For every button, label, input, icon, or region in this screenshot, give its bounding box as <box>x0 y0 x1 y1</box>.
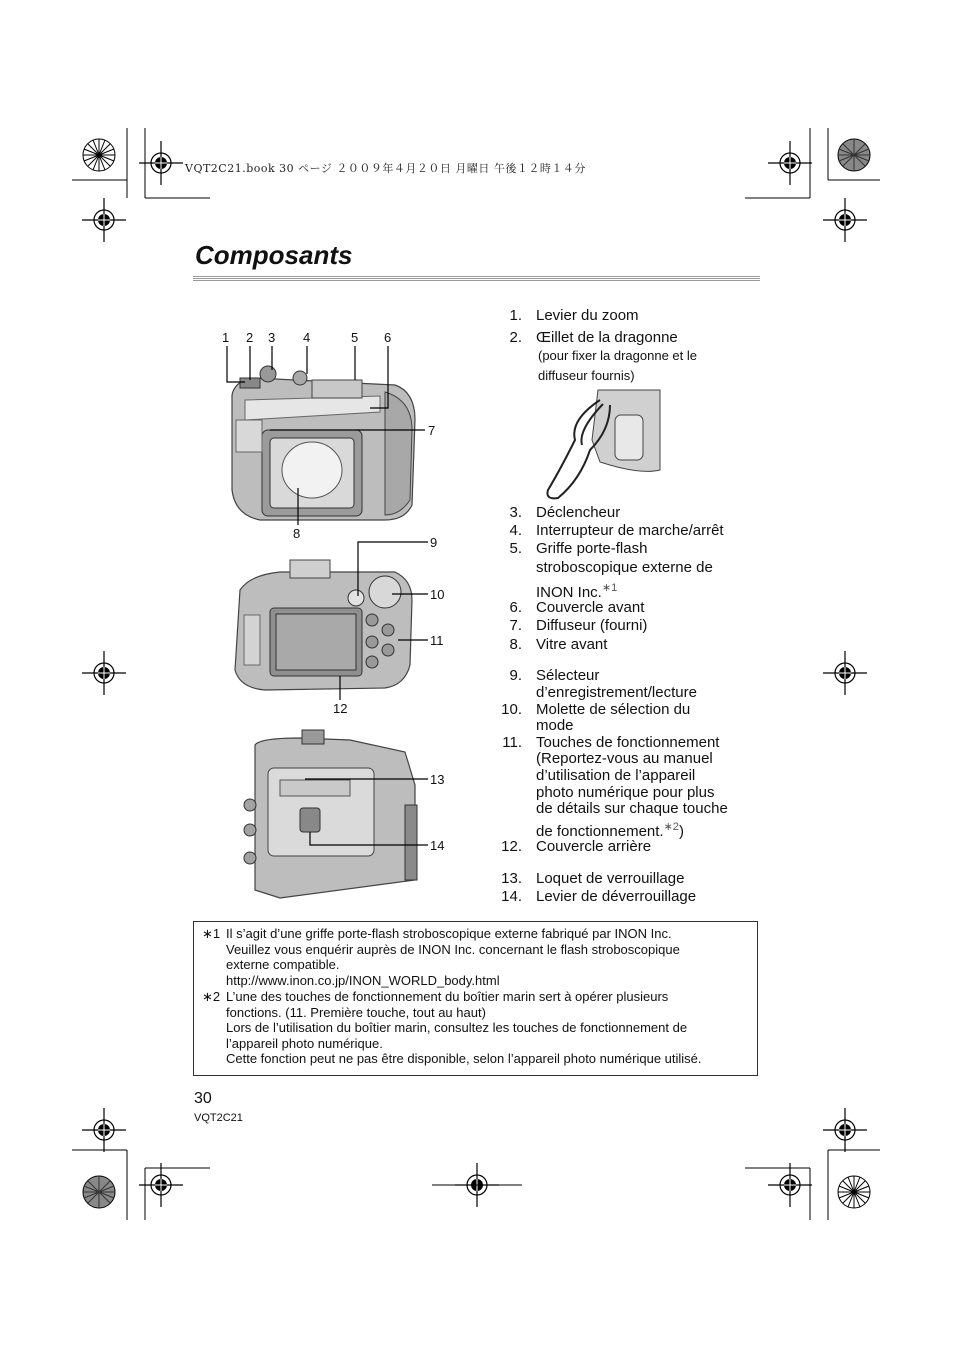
callout-1: 1 <box>222 330 230 345</box>
item-label: Interrupteur de marche/arrêt <box>536 522 724 539</box>
item-label: photo numérique pour plus <box>536 784 715 801</box>
footnote-mark: ∗1 <box>202 926 221 941</box>
footnote-1 <box>202 926 752 988</box>
item-label: Couvercle arrière <box>536 838 652 855</box>
item-number: 8. <box>509 636 522 653</box>
item-label: Sélecteur <box>536 667 600 684</box>
callout-4: 4 <box>303 330 311 345</box>
footnote-body <box>226 989 756 1067</box>
housing-back-illustration <box>235 560 412 690</box>
item-number: 10. <box>501 701 522 718</box>
sub-line: diffuseur fournis) <box>538 368 635 383</box>
crop-mark-bottom-left <box>72 1108 210 1220</box>
crop-mark-top-left <box>72 128 210 242</box>
item-label: stroboscopique externe de <box>536 559 713 576</box>
item-label: de détails sur chaque touche <box>536 800 728 817</box>
document-code: VQT2C21 <box>194 1112 243 1124</box>
callout-6: 6 <box>384 330 392 345</box>
reg-mark-right <box>823 651 867 695</box>
crop-mark-top-right <box>745 128 880 242</box>
item-label: mode <box>536 717 574 734</box>
item-label-text: INON Inc. <box>536 584 602 601</box>
item-label: Griffe porte-flash <box>536 540 648 557</box>
footnote-line: Cette fonction peut ne pas être disponible, selon l’appareil photo numérique utilisé. <box>226 1051 702 1066</box>
item-label: d’utilisation de l’appareil <box>536 767 696 784</box>
item-number: 12. <box>501 838 522 855</box>
item-number: 5. <box>509 540 522 557</box>
item-label <box>536 819 766 840</box>
callout-10: 10 <box>430 587 445 602</box>
callout-3: 3 <box>268 330 276 345</box>
callout-5: 5 <box>351 330 359 345</box>
print-header: VQT2C21.book 30 ページ ２００９年４月２０日 月曜日 午後１２時１４分 <box>185 162 586 175</box>
item-label-text: de fonctionnement. <box>536 823 664 840</box>
footnote-line: L’une des touches de fonctionnement du boîtier marin sert à opérer plusieurs <box>226 989 669 1004</box>
callout-12: 12 <box>333 701 348 716</box>
footnote-body <box>226 926 756 988</box>
callout-9: 9 <box>430 535 438 550</box>
item-label: (Reportez-vous au manuel <box>536 750 713 767</box>
item-sub-note <box>538 346 808 365</box>
item-label: Molette de sélection du <box>536 701 691 718</box>
footnote-line: l’appareil photo numérique. <box>226 1035 383 1051</box>
item-number: 3. <box>509 504 522 521</box>
footnote-ref: ∗2 <box>663 821 679 833</box>
item-label: Loquet de verrouillage <box>536 870 685 887</box>
footnote-line: Lors de l’utilisation du boîtier marin, consultez les touches de fonctionnement de <box>226 1020 688 1035</box>
strap-illustration <box>547 390 660 498</box>
item-label <box>536 580 766 601</box>
item-label-text: ) <box>678 823 684 840</box>
item-number: 14. <box>501 888 522 905</box>
callout-11: 11 <box>430 633 444 648</box>
item-number: 4. <box>509 522 522 539</box>
footnote-line: fonctions. (11. Première touche, tout au haut) <box>226 1004 486 1020</box>
item-number: 6. <box>509 599 522 616</box>
housing-side-illustration <box>244 730 417 898</box>
item-label: Couvercle avant <box>536 599 645 616</box>
item-label: Levier de déverrouillage <box>536 888 697 905</box>
callout-13: 13 <box>430 772 445 787</box>
item-sub-note <box>538 366 808 385</box>
crop-mark-bottom-right <box>745 1108 880 1220</box>
item-label: Déclencheur <box>536 504 621 521</box>
item-label: Levier du zoom <box>536 307 639 324</box>
page-number: 30 <box>194 1090 212 1107</box>
footnote-2 <box>202 989 752 1069</box>
item-number: 2. <box>509 329 522 346</box>
item-number: 13. <box>501 870 522 887</box>
item-number: 7. <box>509 617 522 634</box>
callout-7: 7 <box>428 423 436 438</box>
callout-8: 8 <box>293 526 301 541</box>
item-label: Vitre avant <box>536 636 608 653</box>
item-label: d’enregistrement/lecture <box>536 684 697 701</box>
title-rule <box>193 276 760 282</box>
item-number: 9. <box>509 667 522 684</box>
page-title: Composants <box>195 240 353 270</box>
footnote-link[interactable]: http://www.inon.co.jp/INON_WORLD_body.html <box>226 972 500 988</box>
footnote-line: externe compatible. <box>226 957 340 972</box>
item-label: Diffuseur (fourni) <box>536 617 648 634</box>
item-label: Œillet de la dragonne <box>536 329 678 346</box>
reg-mark-left <box>82 651 126 695</box>
callout-2: 2 <box>246 330 254 345</box>
item-label: Touches de fonctionnement <box>536 734 720 751</box>
footnote-mark: ∗2 <box>202 989 221 1004</box>
footnote-line: Veuillez vous enquérir auprès de INON Inc. concernant le flash stroboscopique <box>226 941 680 957</box>
item-number: 1. <box>509 307 522 324</box>
item-number: 11. <box>502 734 522 751</box>
callout-14: 14 <box>430 838 445 853</box>
sub-line: (pour fixer la dragonne et le <box>538 348 697 363</box>
footnote-line: Il s’agit d’une griffe porte-flash stroboscopique externe fabriqué par INON Inc. <box>226 926 672 941</box>
footnotes-box <box>193 921 758 1076</box>
footnote-ref: ∗1 <box>601 582 618 594</box>
